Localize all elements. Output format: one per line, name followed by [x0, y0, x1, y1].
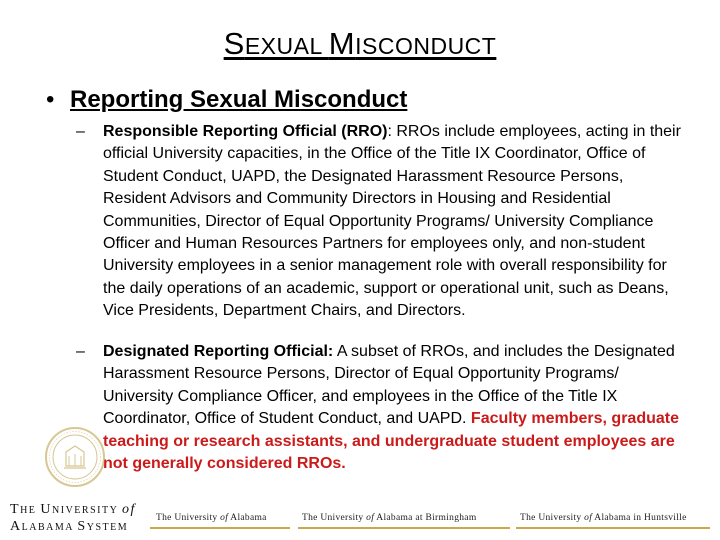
campus-label-uah: [520, 513, 687, 523]
logo-t: T: [10, 502, 21, 517]
campus-of: of: [584, 513, 593, 523]
logo-of: of: [121, 502, 136, 517]
campus-pre: The University: [520, 513, 585, 523]
sub-item-designated: [76, 341, 686, 475]
main-bullet: [46, 86, 407, 114]
logo-u: U: [40, 502, 53, 517]
sub-item-rro: [76, 121, 686, 323]
system-logo: [10, 502, 136, 536]
campus-post: Alabama: [228, 513, 267, 523]
designated-emphasis: Faculty members, graduate teaching or research assistants, and undergraduate student employees are not generally considered RROs.: [103, 410, 679, 473]
logo-ystem: YSTEM: [86, 522, 129, 533]
slide-title: [0, 26, 720, 62]
campus-pre: The University: [156, 513, 221, 523]
title-part-isconduct: ISCONDUCT: [355, 33, 497, 59]
rro-lead: Responsible Reporting Official (RRO): [103, 123, 388, 140]
sub-item-dash: –: [76, 123, 85, 140]
title-initial-m: M: [328, 26, 356, 61]
designated-lead: Designated Reporting Official:: [103, 343, 334, 360]
logo-he: HE: [20, 505, 41, 516]
bullet-symbol: •: [46, 86, 55, 113]
designated-text: A subset of RROs, and includes the Designated Harassment Resource Persons, Director of Equal Opportunity Programs/ University Compliance Officer, and employees in the Office of the Title IX Coordinator, Office of Student Conduct, and UAPD.: [103, 343, 675, 428]
campus-post: Alabama at Birmingham: [374, 513, 477, 523]
campus-post: Alabama in Huntsville: [592, 513, 687, 523]
bullet-heading: Reporting Sexual Misconduct: [70, 86, 408, 113]
logo-labama: LABAMA: [21, 522, 78, 533]
logo-s: S: [77, 519, 87, 534]
sub-item-dash: –: [76, 343, 85, 360]
title-initial-s: S: [223, 26, 245, 61]
campus-label-uab: [302, 513, 477, 523]
university-seal-icon: [44, 426, 106, 488]
title-part-exual: EXUAL: [244, 33, 329, 59]
campus-rule-uah: [516, 527, 710, 529]
campus-of: of: [366, 513, 375, 523]
campus-rule-uab: [298, 527, 510, 529]
campus-rule-ua: [150, 527, 290, 529]
campus-of: of: [220, 513, 229, 523]
footer-bar: [0, 500, 720, 540]
rro-text: : RROs include employees, acting in their official University capacities, in the Office of the Title IX Coordinator, Office of Student Conduct, UAPD, the Designated Harassment Resource Persons, Resident Advisors and Community Directors in Housing and Residential Communities, Director of Equal Opportunity Programs/ University Compliance Officer and Human Resources Partners for employees only, and non-student University employees in a senior management role with overall responsibility for the daily operations of an academic, support or operational unit, such as Deans, Vice Presidents, Department Chairs, and Directors.: [103, 123, 681, 320]
campus-label-ua: [156, 513, 267, 523]
logo-a: A: [10, 519, 22, 534]
campus-pre: The University: [302, 513, 367, 523]
logo-niversity: NIVERSITY: [52, 505, 122, 516]
